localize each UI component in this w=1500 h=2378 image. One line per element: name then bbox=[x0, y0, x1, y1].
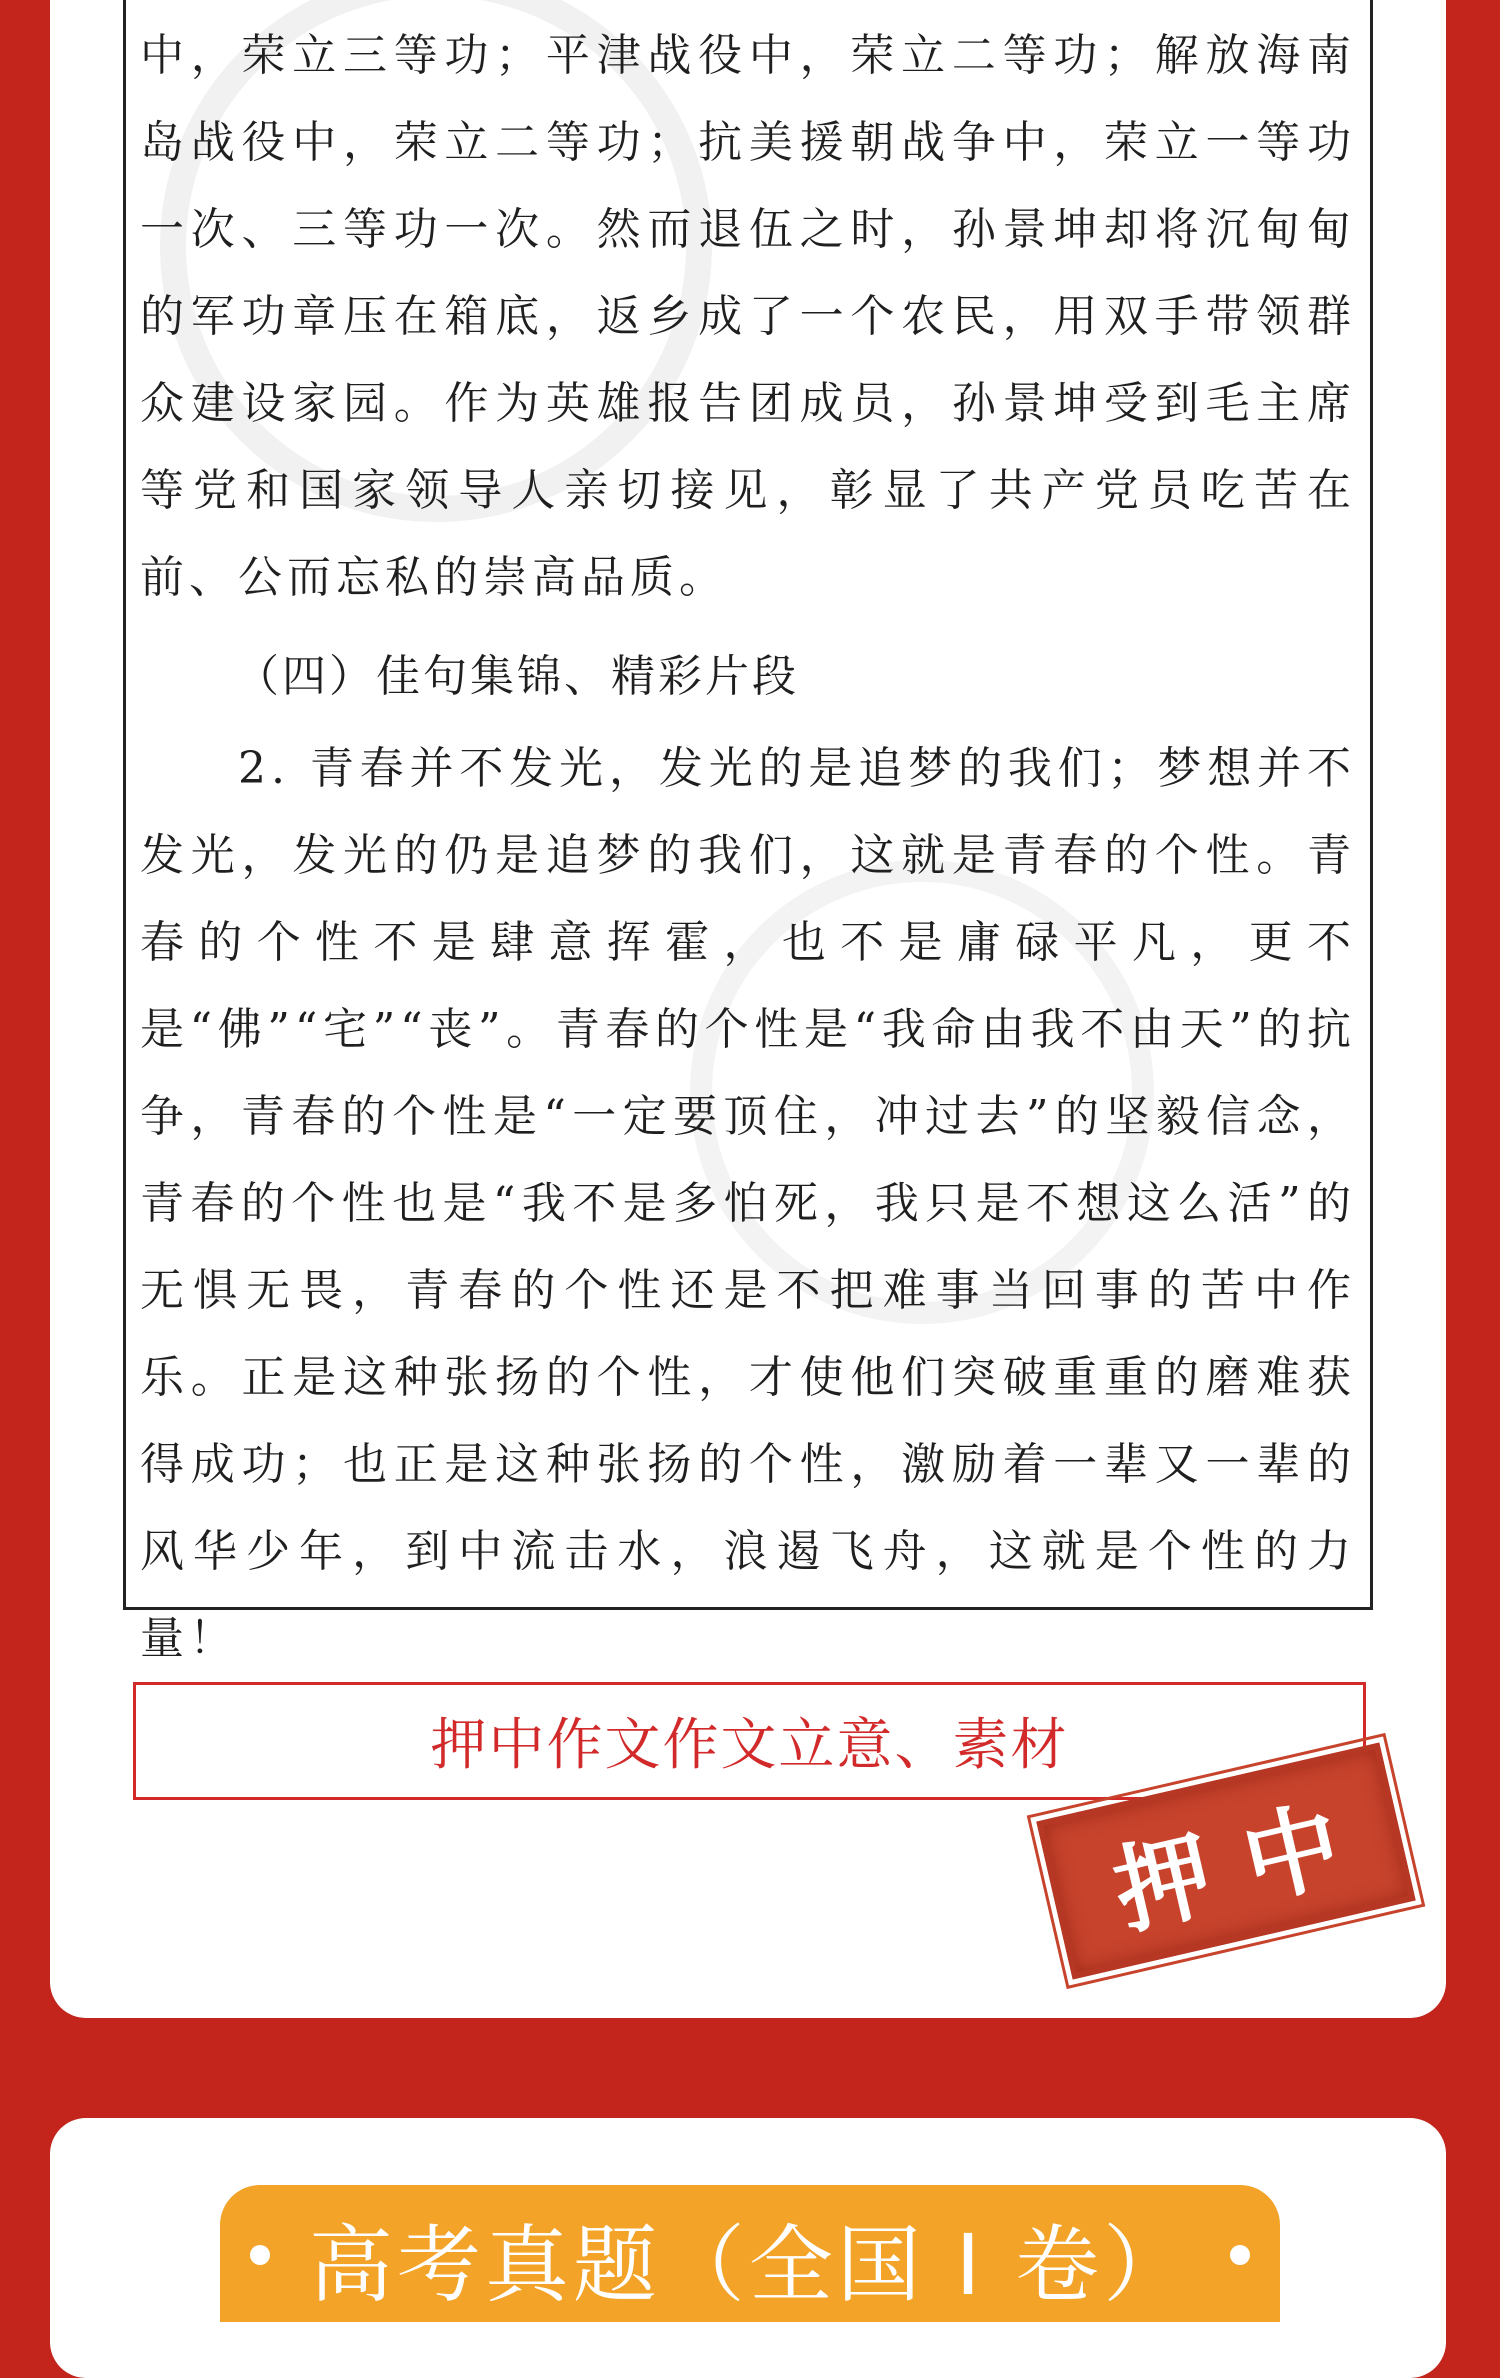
highlight-banner bbox=[133, 1682, 1366, 1800]
section-title-pill bbox=[220, 2185, 1280, 2322]
stamp-label: 押中 bbox=[1103, 1779, 1387, 1949]
banner-title: 押中作文作文立意、素材 bbox=[430, 1713, 1069, 1778]
bullet-dot-icon bbox=[250, 2245, 270, 2265]
section-heading: （四）佳句集锦、精彩片段 bbox=[235, 651, 799, 702]
excerpt-paragraph-2: 2. 青春并不发光，发光的是追梦的我们；梦想并不发光，发光的仍是追梦的我们，这就是青春的个性。青春的个性不是肆意挥霍，也不是庸碌平凡，更不是“佛”“宅”“丧”。青春的个性是“我命由我不由天”的抗争，青春的个性是“一定要顶住，冲过去”的坚毅信念，青春的个性也是“我不是多怕死，我只是不想这么活”的无惧无畏，青春的个性还是不把难事当回事的苦中作乐。正是这种张扬的个性，才使他们突破重重的磨难获得成功；也正是这种张扬的个性，激励着一辈又一辈的风华少年，到中流击水，浪遏飞舟，这就是个性的力量！ bbox=[140, 743, 1356, 1664]
excerpt-paragraph-1: 中，荣立三等功；平津战役中，荣立二等功；解放海南岛战役中，荣立二等功；抗美援朝战争中，荣立一等功一次、三等功一次。然而退伍之时，孙景坤却将沉甸甸的军功章压在箱底，返乡成了一个农民，用双手带领群众建设家园。作为英雄报告团成员，孙景坤受到毛主席等党和国家领导人亲切接见，彰显了共产党员吃苦在前、公而忘私的崇高品质。 bbox=[140, 30, 1356, 603]
bullet-dot-icon bbox=[1230, 2245, 1250, 2265]
section-title: 高考真题（全国 I 卷） bbox=[308, 2216, 1192, 2314]
